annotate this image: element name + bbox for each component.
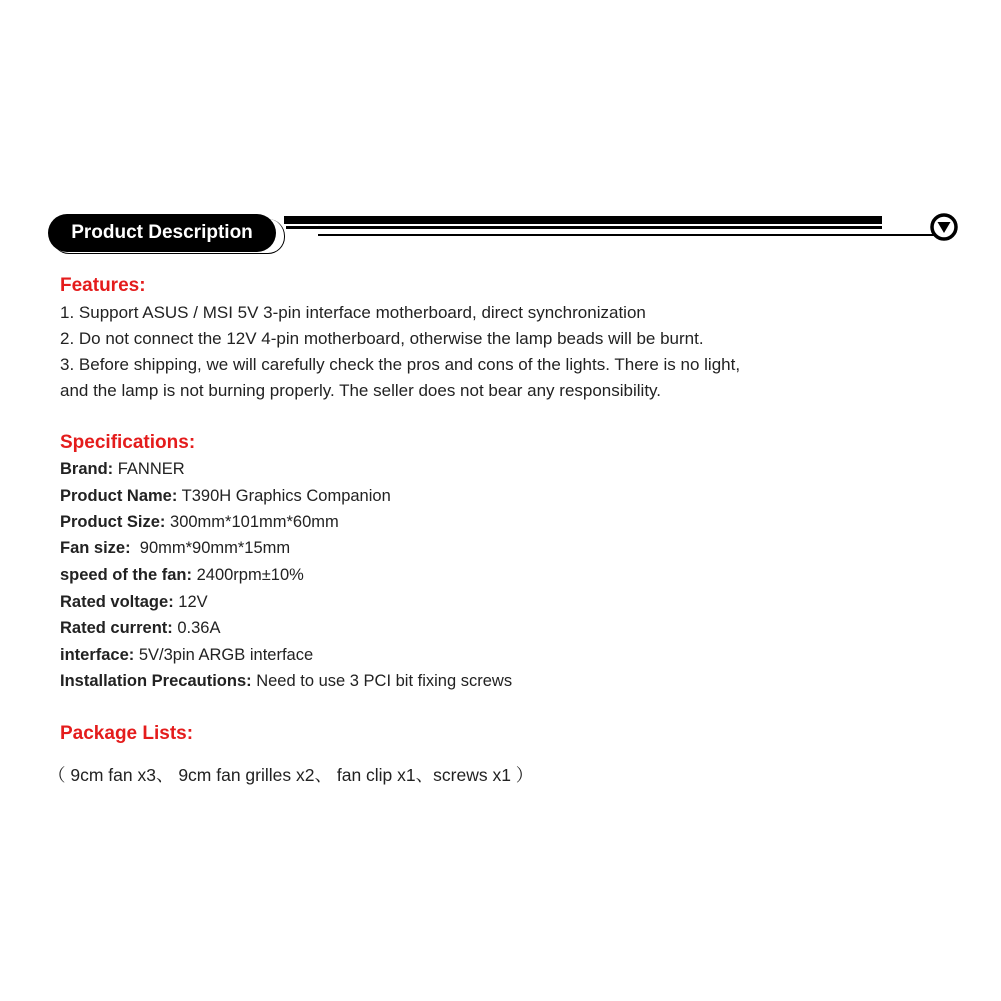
feature-line-2: 2. Do not connect the 12V 4-pin motherboard, otherwise the lamp beads will be burnt. [60,329,704,348]
spec-row-product-size [60,513,339,532]
header-title: Product Description [48,214,276,252]
spec-row-interface [60,646,313,665]
spec-row-fan-size [60,539,290,558]
spec-label: Rated current: [60,619,173,637]
spec-value: 2400rpm±10% [192,566,304,584]
spec-label: Product Size: [60,513,166,531]
header-rule-thick [284,216,882,224]
specifications-title: Specifications: [60,432,196,453]
spec-row-fan-speed [60,566,304,585]
header-rule-thin [318,234,934,236]
spec-value: 300mm*101mm*60mm [165,513,339,531]
spec-row-brand [60,460,185,479]
spec-value: 5V/3pin ARGB interface [134,646,314,664]
package-title: Package Lists: [60,723,194,744]
spec-row-rated-current [60,619,221,638]
spec-value: T390H Graphics Companion [177,487,391,505]
feature-line-1: 1. Support ASUS / MSI 5V 3-pin interface motherboard, direct synchronization [60,303,646,322]
spec-value: 0.36A [172,619,221,637]
spec-value: Need to use 3 PCI bit fixing screws [251,672,513,690]
spec-row-product-name [60,487,391,506]
header-rule-mid [286,226,882,229]
spec-row-rated-voltage [60,593,208,612]
spec-value: 90mm*90mm*15mm [130,539,291,557]
spec-label: interface: [60,646,135,664]
feature-line-3: 3. Before shipping, we will carefully check the pros and cons of the lights. There is no light, [60,355,741,374]
spec-label: Rated voltage: [60,593,174,611]
section-header [0,205,1001,255]
spec-label: Brand: [60,460,114,478]
feature-line-4: and the lamp is not burning properly. The seller does not bear any responsibility. [60,381,662,400]
down-triangle-circle-icon [930,213,958,241]
spec-label: Installation Precautions: [60,672,252,690]
spec-value: 12V [173,593,208,611]
spec-row-installation-precautions [60,672,512,691]
spec-value: FANNER [113,460,185,478]
spec-label: Product Name: [60,487,178,505]
spec-label: speed of the fan: [60,566,193,584]
spec-label: Fan size: [60,539,131,557]
features-title: Features: [60,275,146,296]
package-contents: （ 9cm fan x3、 9cm fan grilles x2、 fan clip x1、screws x1 ） [48,765,534,785]
